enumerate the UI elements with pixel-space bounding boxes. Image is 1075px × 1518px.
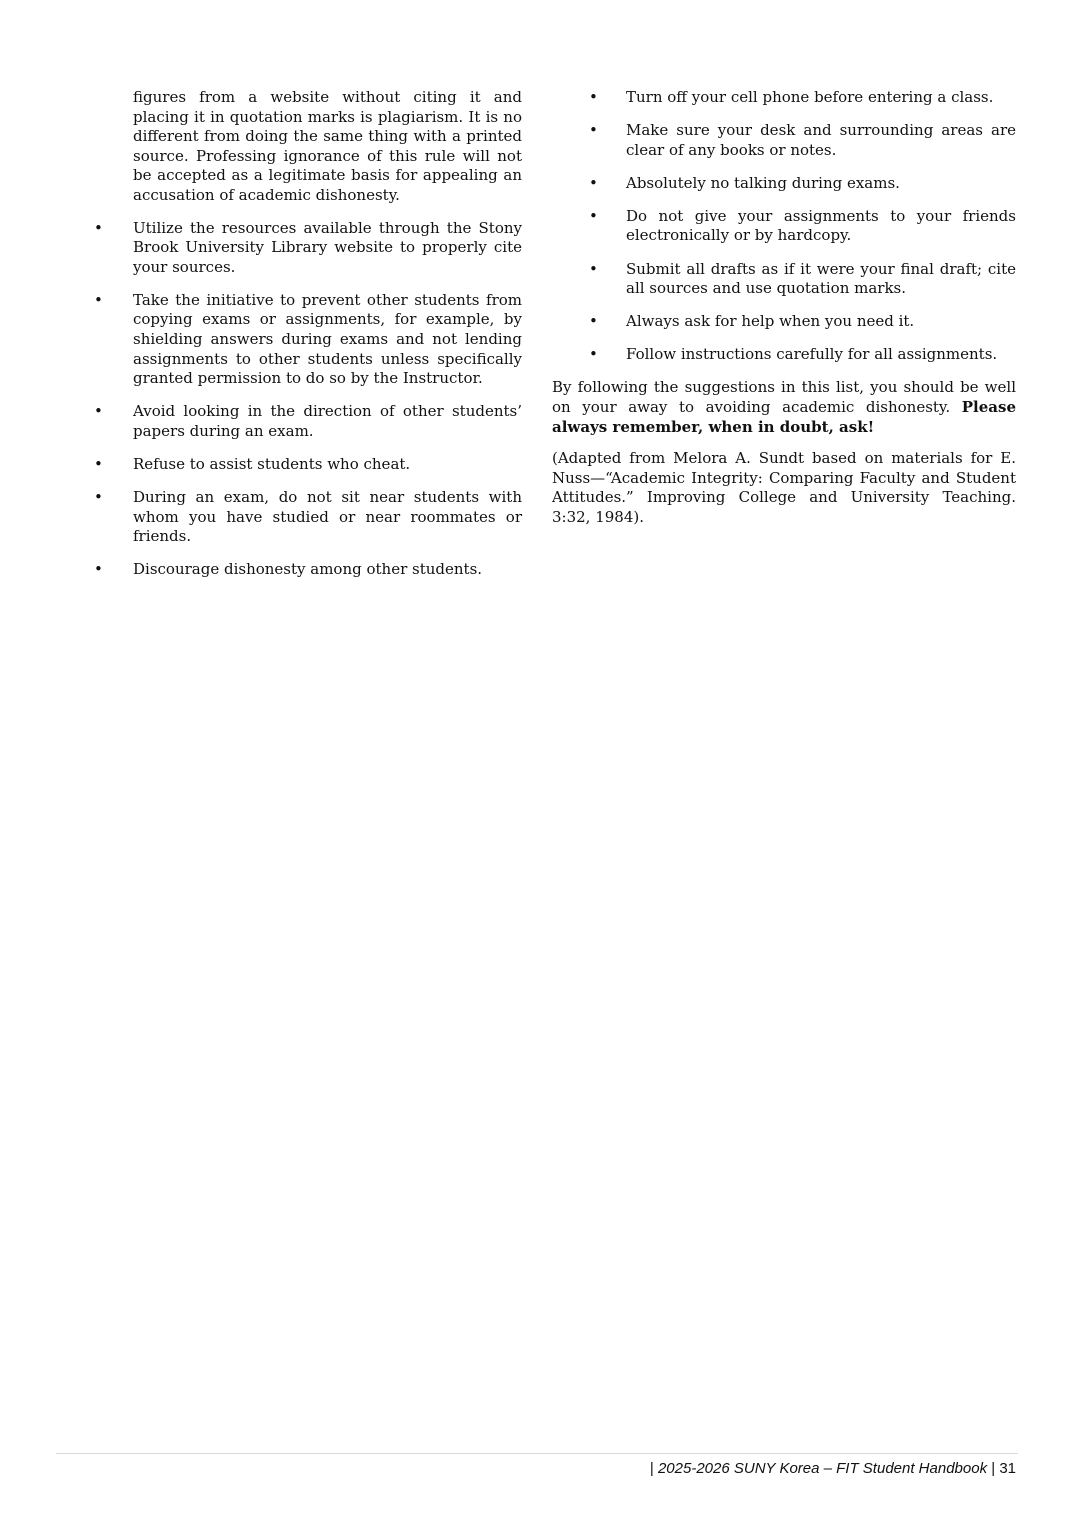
bullet-icon: • (94, 560, 103, 579)
bullet-icon: • (94, 455, 103, 473)
right-bullet-list (552, 88, 1016, 365)
page-number: 31 (999, 1460, 1016, 1477)
bullet-icon: • (589, 312, 598, 331)
list-item (552, 88, 1016, 108)
left-column (94, 88, 522, 593)
footer-divider (56, 1453, 1018, 1454)
bullet-icon: • (589, 345, 598, 364)
list-item (552, 121, 1016, 160)
summary-paragraph (552, 378, 1016, 437)
list-item (94, 455, 522, 475)
list-item-text: Do not give your assignments to your friends electronically or by hardcopy. (626, 206, 1016, 245)
list-item-text: Follow instructions carefully for all assignments. (626, 345, 998, 364)
list-item (552, 207, 1016, 246)
bullet-icon: • (94, 218, 103, 237)
list-item (94, 488, 522, 547)
right-column (552, 88, 1016, 540)
list-item-text: Take the initiative to prevent other students from copying exams or assignments, for example, by shielding answers during exams and not lending assignments to other students unless specifically granted permission to do so by the Instructor. (133, 290, 522, 388)
list-item (552, 312, 1016, 332)
list-item-text: During an exam, do not sit near students with whom you have studied or near roommates or friends. (133, 488, 522, 546)
bullet-icon: • (94, 402, 103, 421)
continuation-paragraph: figures from a website without citing it and placing it in quotation marks is plagiarism. It is no different from doing the same thing with a printed source. Professing ignorance of this rule will not be accepted as a legitimate basis for appealing an accusation of academic dishonesty. (133, 88, 522, 204)
left-bullet-list (94, 219, 522, 580)
list-item-text: Refuse to assist students who cheat. (133, 455, 411, 473)
footer-title: 2025-2026 SUNY Korea – FIT Student Handbook (657, 1460, 988, 1477)
list-item-text: Make sure your desk and surrounding areas are clear of any books or notes. (626, 121, 1016, 159)
bullet-icon: • (94, 290, 103, 309)
footer-separator: | (649, 1460, 658, 1477)
bullet-icon: • (589, 121, 598, 140)
list-item-text: Always ask for help when you need it. (626, 312, 915, 331)
summary-emphasis: Please always remember, when in doubt, ask! (552, 398, 1016, 436)
bullet-icon: • (589, 88, 598, 106)
list-item (94, 560, 522, 580)
list-item-text: Absolutely no talking during exams. (626, 173, 900, 192)
bullet-icon: • (589, 259, 598, 278)
page-footer (650, 1460, 1016, 1478)
bullet-icon: • (589, 206, 598, 225)
bullet-icon: • (589, 173, 598, 192)
summary-text: By following the suggestions in this list, you should be well on your away to avoiding academic dishonesty. (552, 378, 1016, 417)
list-item-text: Utilize the resources available through the Stony Brook University Library website to properly cite your sources. (133, 218, 522, 276)
list-item-text: Avoid looking in the direction of other students’ papers during an exam. (133, 402, 522, 440)
list-item (94, 291, 522, 389)
list-item (552, 345, 1016, 365)
citation-paragraph: (Adapted from Melora A. Sundt based on materials for E. Nuss—“Academic Integrity: Comparing Faculty and Student Attitudes.” Improving College and University Teaching. 3:32, 1984). (552, 449, 1016, 526)
list-item-text: Discourage dishonesty among other students. (133, 560, 483, 579)
list-item (94, 402, 522, 441)
bullet-icon: • (94, 488, 103, 507)
footer-page-separator: | (987, 1460, 1000, 1477)
list-item (552, 260, 1016, 299)
list-item-text: Turn off your cell phone before entering a class. (626, 88, 994, 106)
list-item (94, 219, 522, 278)
list-item-text: Submit all drafts as if it were your final draft; cite all sources and use quotation marks. (626, 259, 1016, 298)
list-item (552, 174, 1016, 194)
